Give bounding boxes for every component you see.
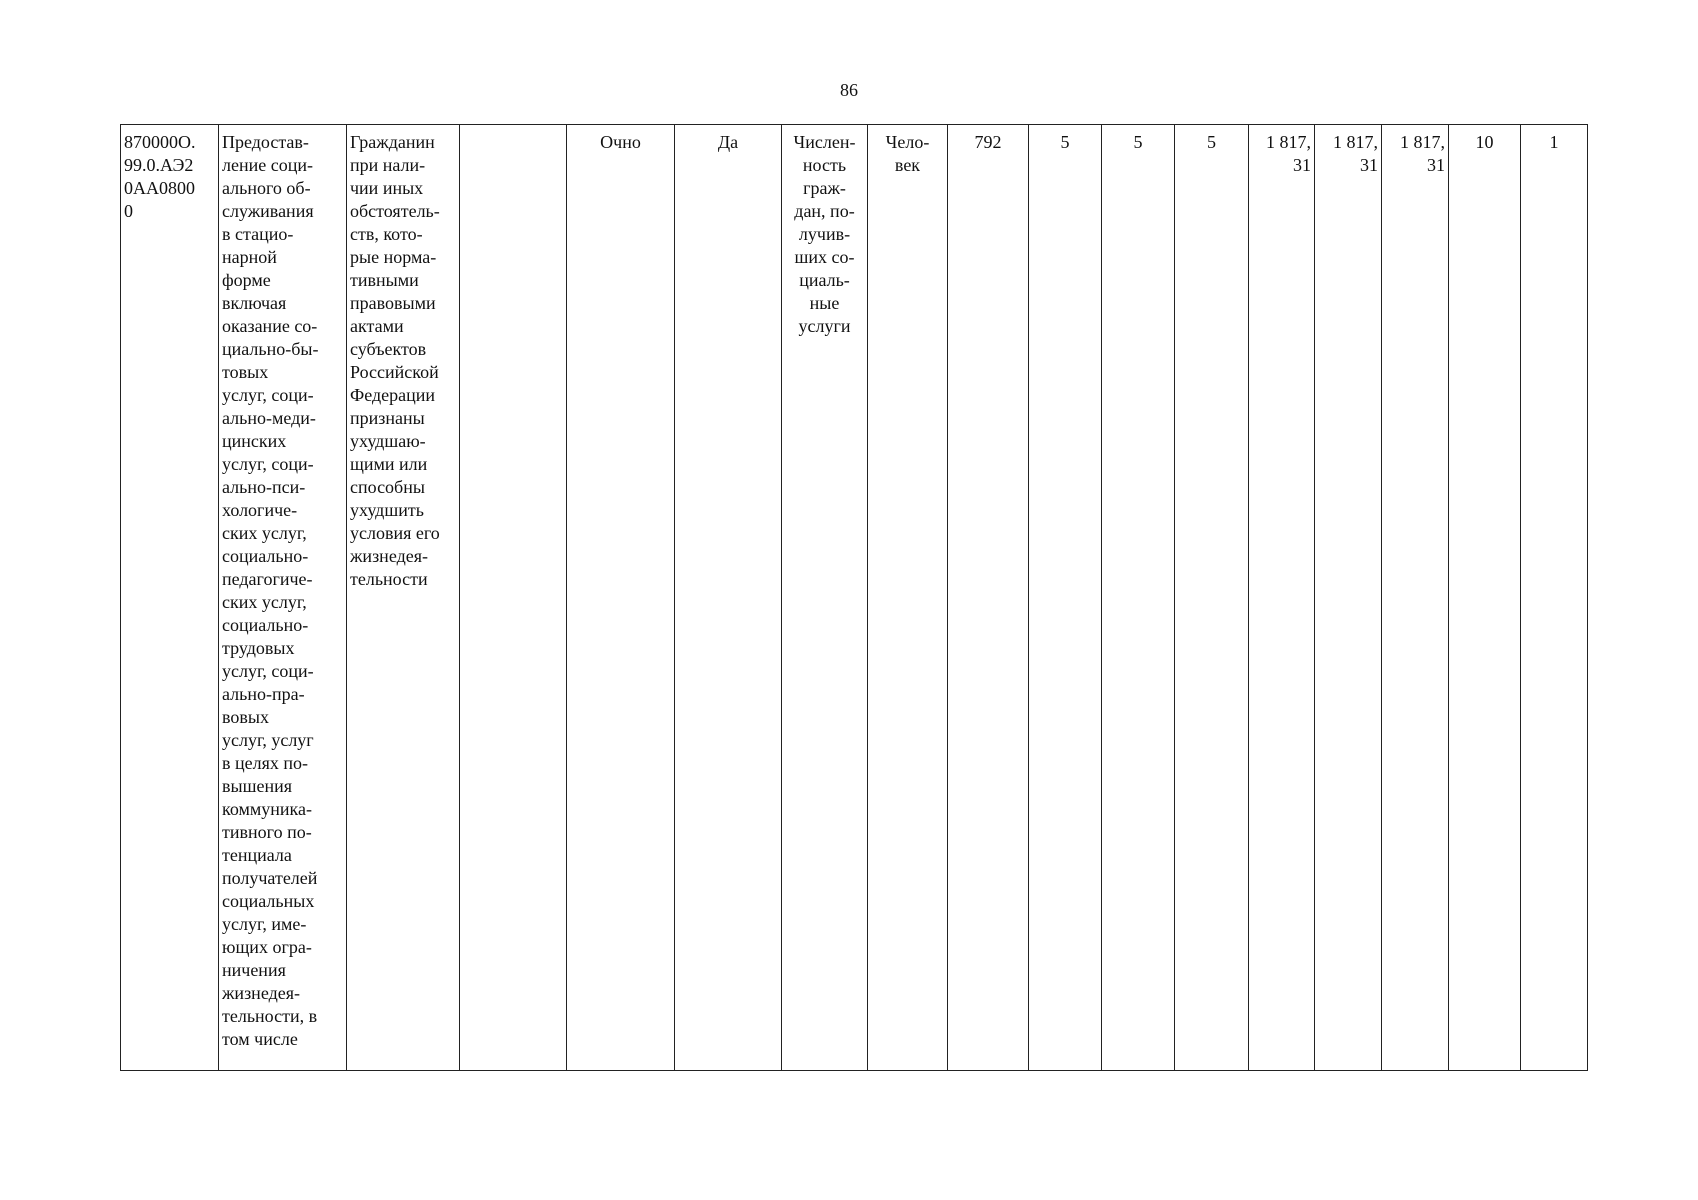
cell-service-form <box>567 125 675 1071</box>
value-year-1-text: 5 <box>1060 132 1070 152</box>
service-name-text: Предостав- ление соци- ального об- служивания в стацио- нарной форме включая оказание со- циально-бы- товых услуг, соци- ально-меди- цинских услуг, соци- ально-пси- хологиче- ских услуг, социально- педагогиче- ских услуг, социально- трудовых услуг, соци- ально-пра- вовых услуг, услуг в целях по- вышения коммуника- тивного по- тенциала получателей социальных услуг, име- ющих огра- ничения жизнедея- тельности, в том числе <box>222 132 319 1049</box>
cell-service-name <box>219 125 347 1071</box>
recipient-category-text: Гражданин при нали- чии иных обстоятель- ств, кото- рые норма- тивными правовыми актами субъектов Российской Федерации признаны ухудшаю- щими или способны ухудшить условия его жизнедея- тельности <box>350 132 440 589</box>
deviation-absolute-text: 1 <box>1549 132 1559 152</box>
price-year-3-text: 1 817, 31 <box>1400 132 1445 175</box>
cell-indicator-name <box>782 125 868 1071</box>
cell-price-year-3 <box>1382 125 1449 1071</box>
cell-empty <box>460 125 567 1071</box>
cell-recipient-category <box>347 125 460 1071</box>
price-year-2-text: 1 817, 31 <box>1333 132 1378 175</box>
cell-registry-code <box>121 125 219 1071</box>
cell-okei-code <box>948 125 1029 1071</box>
cell-flag <box>675 125 782 1071</box>
cell-value-year-1 <box>1029 125 1102 1071</box>
service-table <box>120 124 1588 1071</box>
cell-value-year-2 <box>1102 125 1175 1071</box>
flag-text: Да <box>717 132 739 152</box>
indicator-name-text: Числен- ность граж- дан, по- лучив- ших со- циаль- ные услуги <box>793 132 856 336</box>
registry-code-text: 870000О. 99.0.АЭ2 0АА0800 0 <box>124 132 196 221</box>
okei-code-text: 792 <box>974 132 1002 152</box>
cell-price-year-1 <box>1249 125 1315 1071</box>
service-form-text: Очно <box>600 132 641 152</box>
value-year-3-text: 5 <box>1207 132 1216 152</box>
cell-unit <box>868 125 948 1071</box>
value-year-2-text: 5 <box>1133 132 1143 152</box>
cell-price-year-2 <box>1315 125 1382 1071</box>
table-row <box>121 125 1588 1071</box>
unit-text: Чело- век <box>885 132 930 175</box>
cell-deviation-absolute <box>1521 125 1588 1071</box>
deviation-percent-text: 10 <box>1475 132 1494 152</box>
cell-value-year-3 <box>1175 125 1249 1071</box>
page-number: 86 <box>840 80 858 100</box>
cell-deviation-percent <box>1449 125 1521 1071</box>
price-year-1-text: 1 817, 31 <box>1266 132 1311 175</box>
